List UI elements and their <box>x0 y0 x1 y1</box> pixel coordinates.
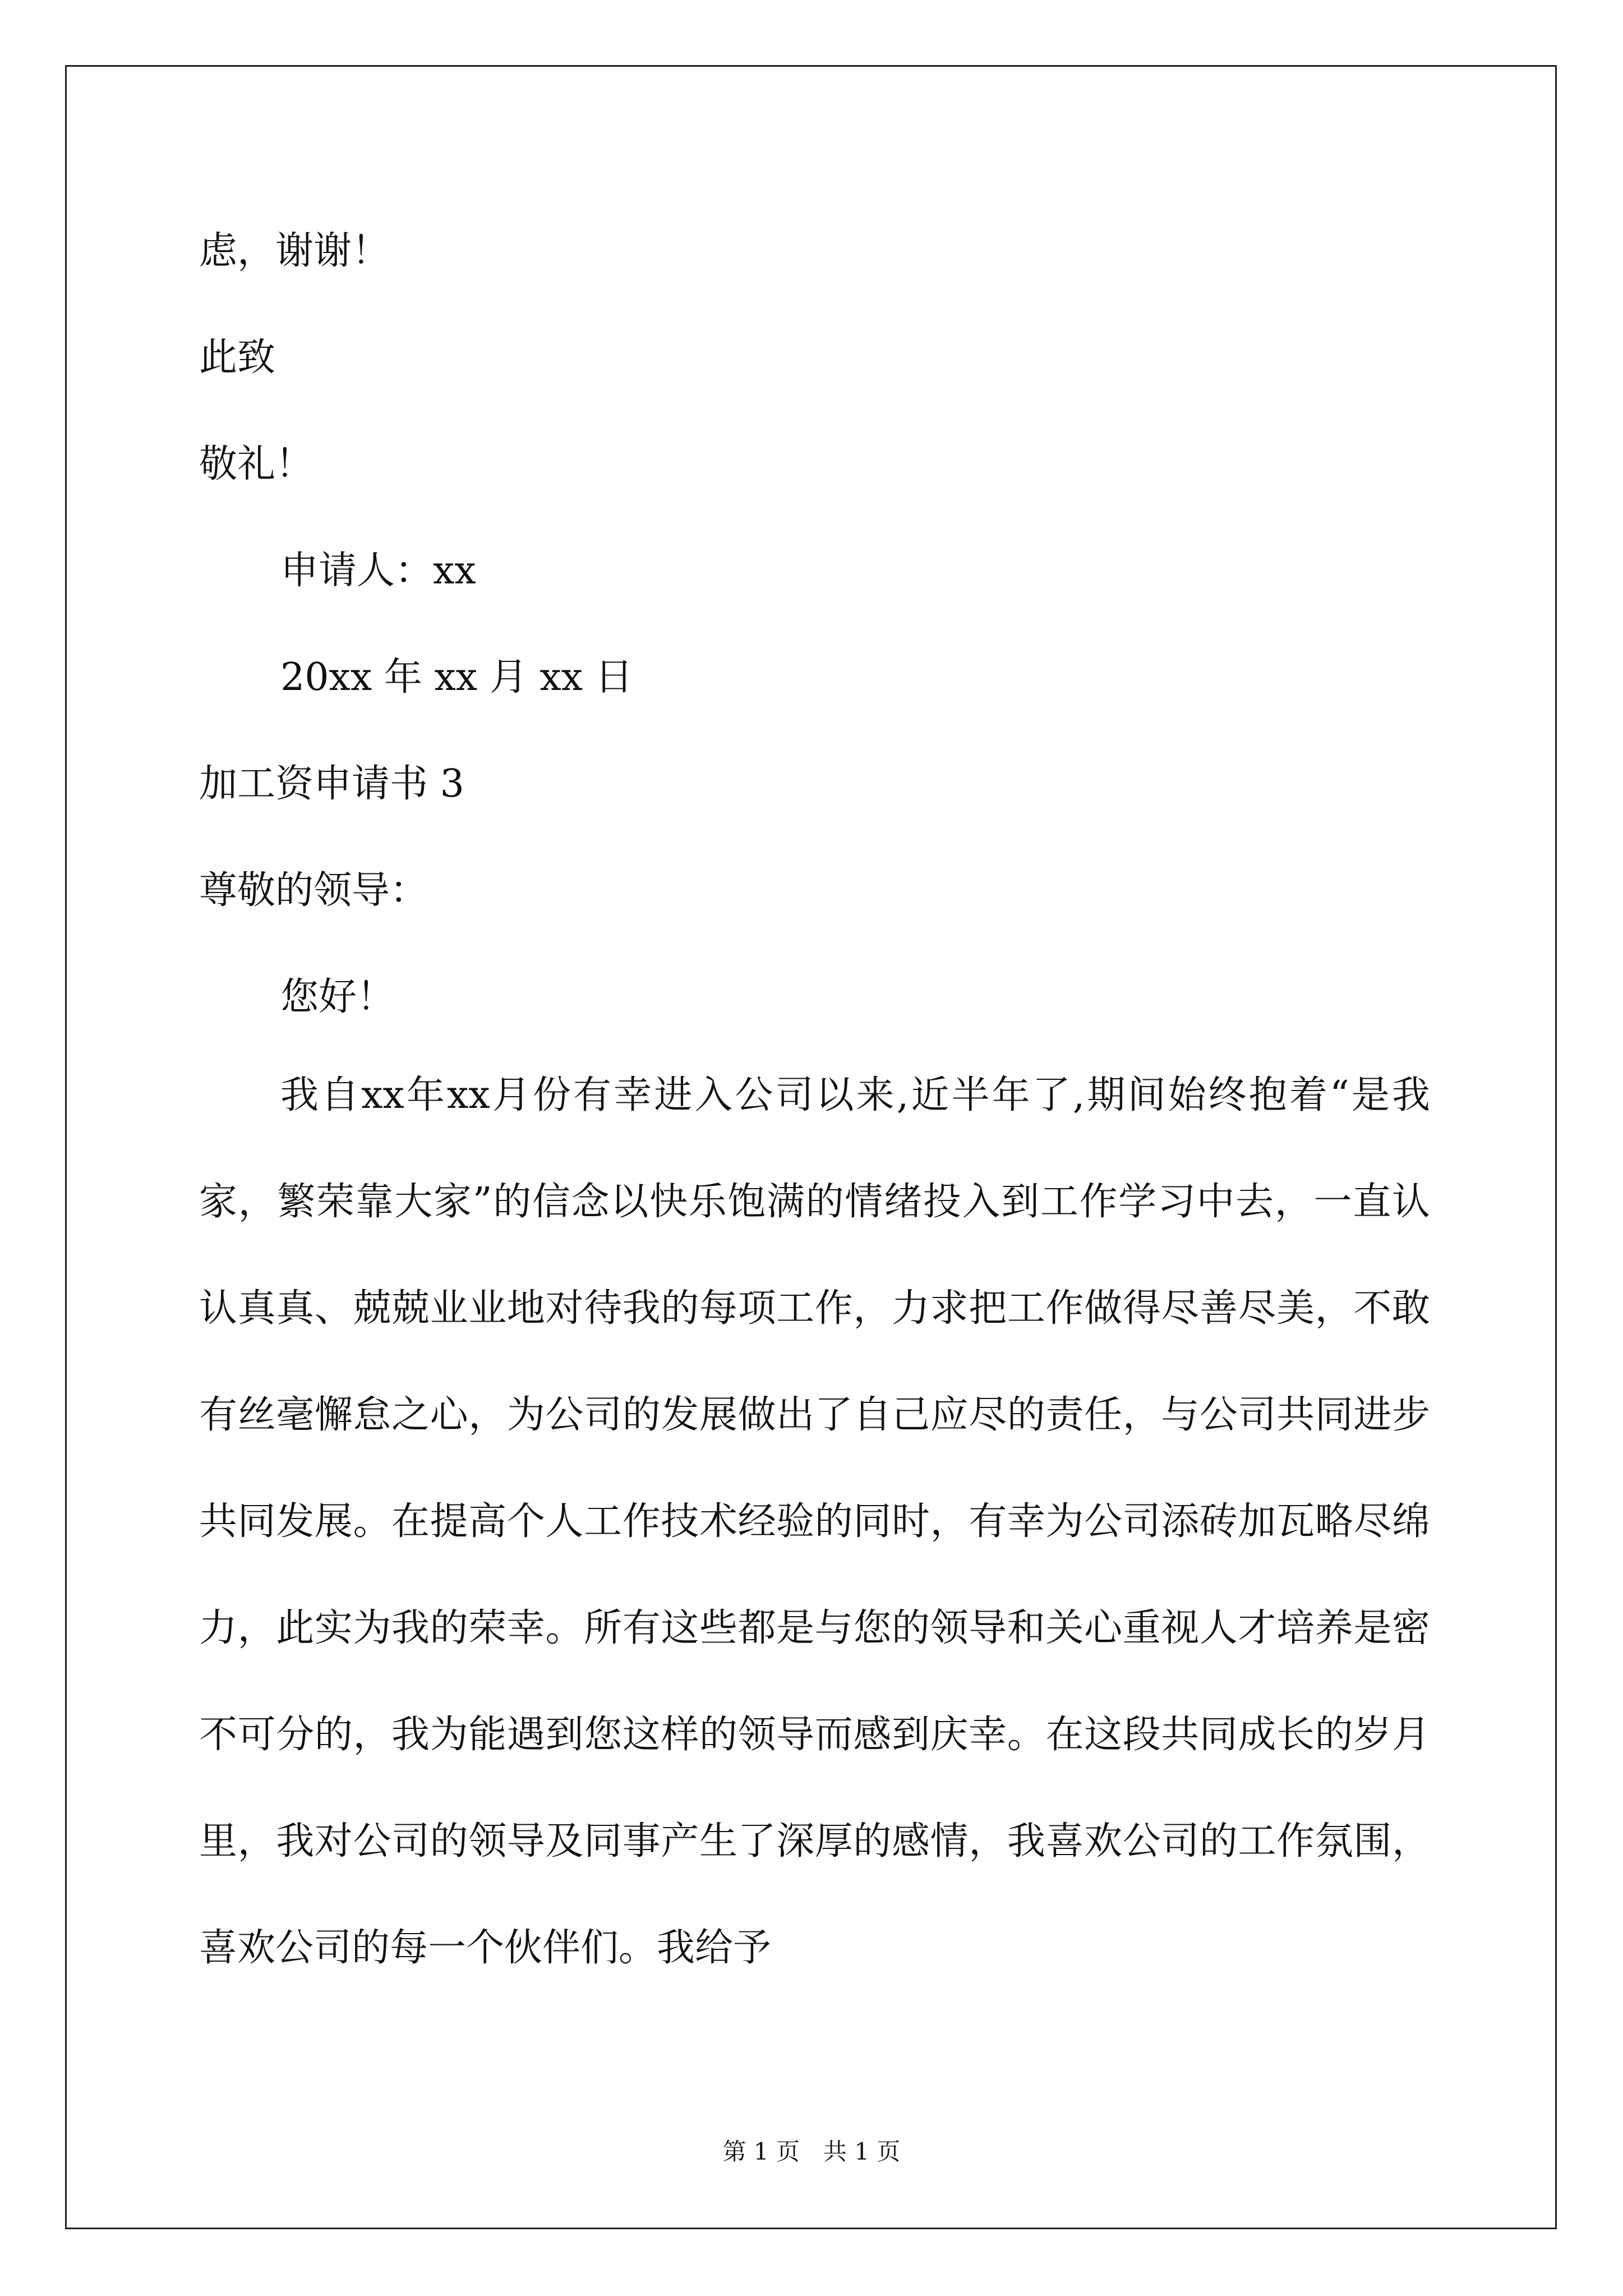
page-footer: 第 1 页 共 1 页 <box>722 2138 901 2165</box>
recipient-greeting: 尊敬的领导： <box>199 868 428 913</box>
salutation-closing: 此致 <box>199 335 276 380</box>
signature-date: 20xx 年 xx 月 xx 日 <box>280 655 633 700</box>
section-heading: 加工资申请书 3 <box>199 762 464 806</box>
hello-line: 您好！ <box>280 975 395 1019</box>
closing-thanks-line: 虑，谢谢！ <box>199 229 390 273</box>
applicant-signature: 申请人：xx <box>280 549 476 593</box>
salutation-regards: 敬礼！ <box>199 442 314 486</box>
body-paragraph: 我自xx年xx月份有幸进入公司以来,近半年了,期间始终抱着“是我家，繁荣靠大家”的信念以快乐饱满的情绪投入到工作学习中去，一直认认真真、兢兢业业地对待我的每项工作，力求把工作做得尽善尽美，不敢有丝毫懈怠之心，为公司的发展做出了自己应尽的责任，与公司共同进步共同发展。在提高个人工作技术经验的同时，有幸为公司添砖加瓦略尽绵力，此实为我的荣幸。所有这些都是与您的领导和关心重视人才培养是密不可分的，我为能遇到您这样的领导而感到庆幸。在这段共同成长的岁月里，我对公司的领导及同事产生了深厚的感情，我喜欢公司的工作氛围，喜欢公司的每一个伙伴们。我给予 <box>199 1073 1430 1970</box>
